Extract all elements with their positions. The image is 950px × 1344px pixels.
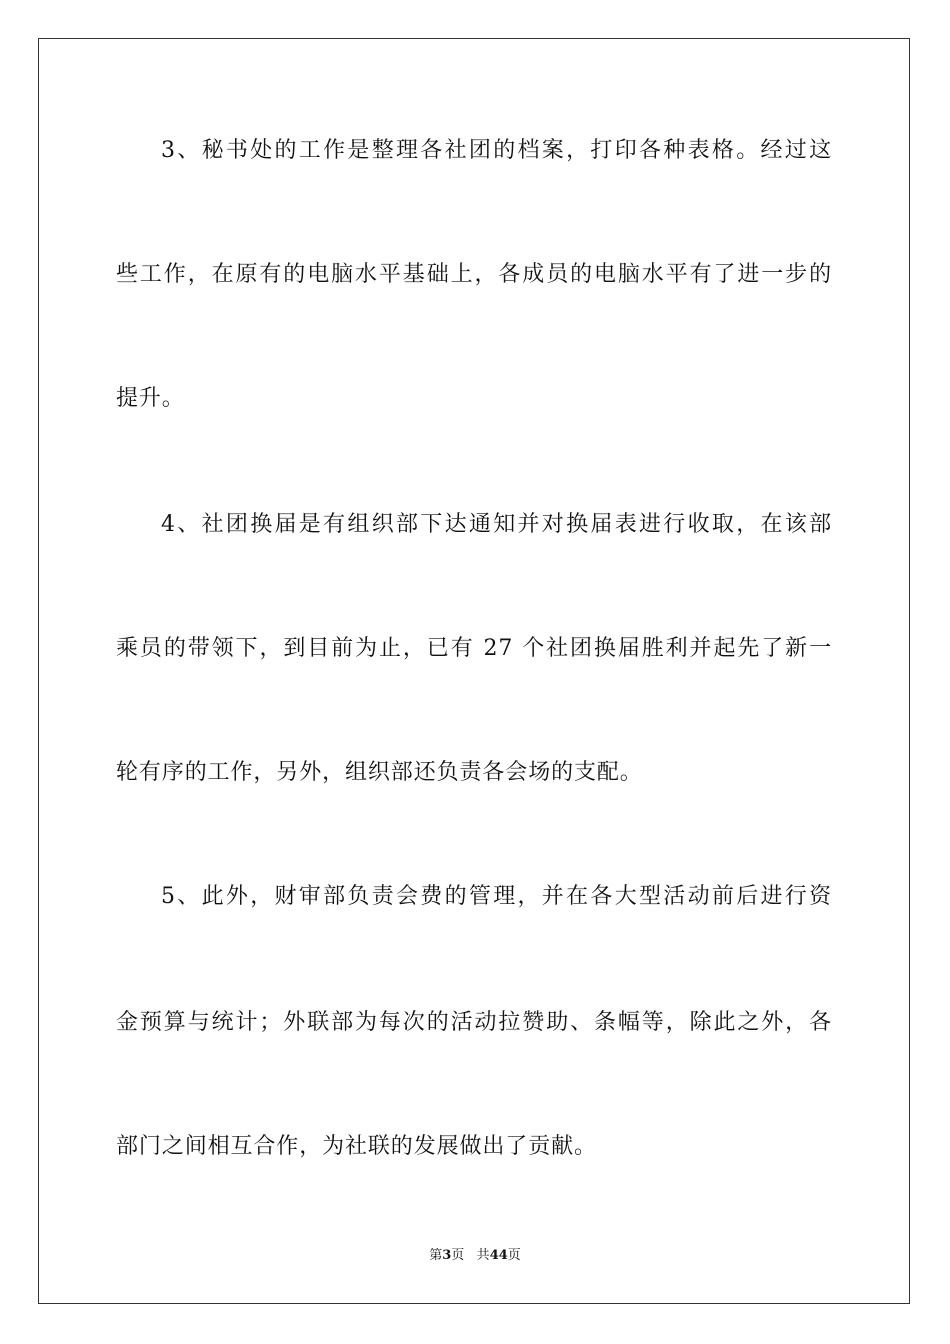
page-border xyxy=(38,38,910,1304)
footer-page-suffix: 页 xyxy=(451,1248,465,1263)
footer-total-suffix: 页 xyxy=(507,1248,521,1263)
page-footer xyxy=(0,1247,950,1265)
paragraph-3-line-2: 些工作，在原有的电脑水平基础上，各成员的电脑水平有了进一步的 xyxy=(116,262,832,287)
paragraph-4-line-3: 轮有序的工作，另外，组织部还负责各会场的支配。 xyxy=(116,760,643,785)
paragraph-5-line-3: 部门之间相互合作，为社联的发展做出了贡献。 xyxy=(116,1134,597,1159)
paragraph-5-line-2: 金预算与统计；外联部为每次的活动拉赞助、条幅等，除此之外，各 xyxy=(116,1010,832,1035)
footer-prefix: 第 xyxy=(429,1248,443,1263)
paragraph-3-line-3: 提升。 xyxy=(116,386,185,411)
footer-total-prefix: 共 xyxy=(476,1248,490,1263)
paragraph-4-line-1: 4、社团换届是有组织部下达通知并对换届表进行收取，在该部 xyxy=(161,512,832,537)
footer-total-pages: 44 xyxy=(489,1248,508,1263)
paragraph-3-line-1: 3、秘书处的工作是整理各社团的档案，打印各种表格。经过这 xyxy=(161,138,832,163)
footer-current-page: 3 xyxy=(442,1248,452,1263)
paragraph-4-line-2: 乘员的带领下，到目前为止，已有 27 个社团换届胜利并起先了新一 xyxy=(116,636,832,661)
paragraph-5-line-1: 5、此外，财审部负责会费的管理，并在各大型活动前后进行资 xyxy=(161,884,832,909)
